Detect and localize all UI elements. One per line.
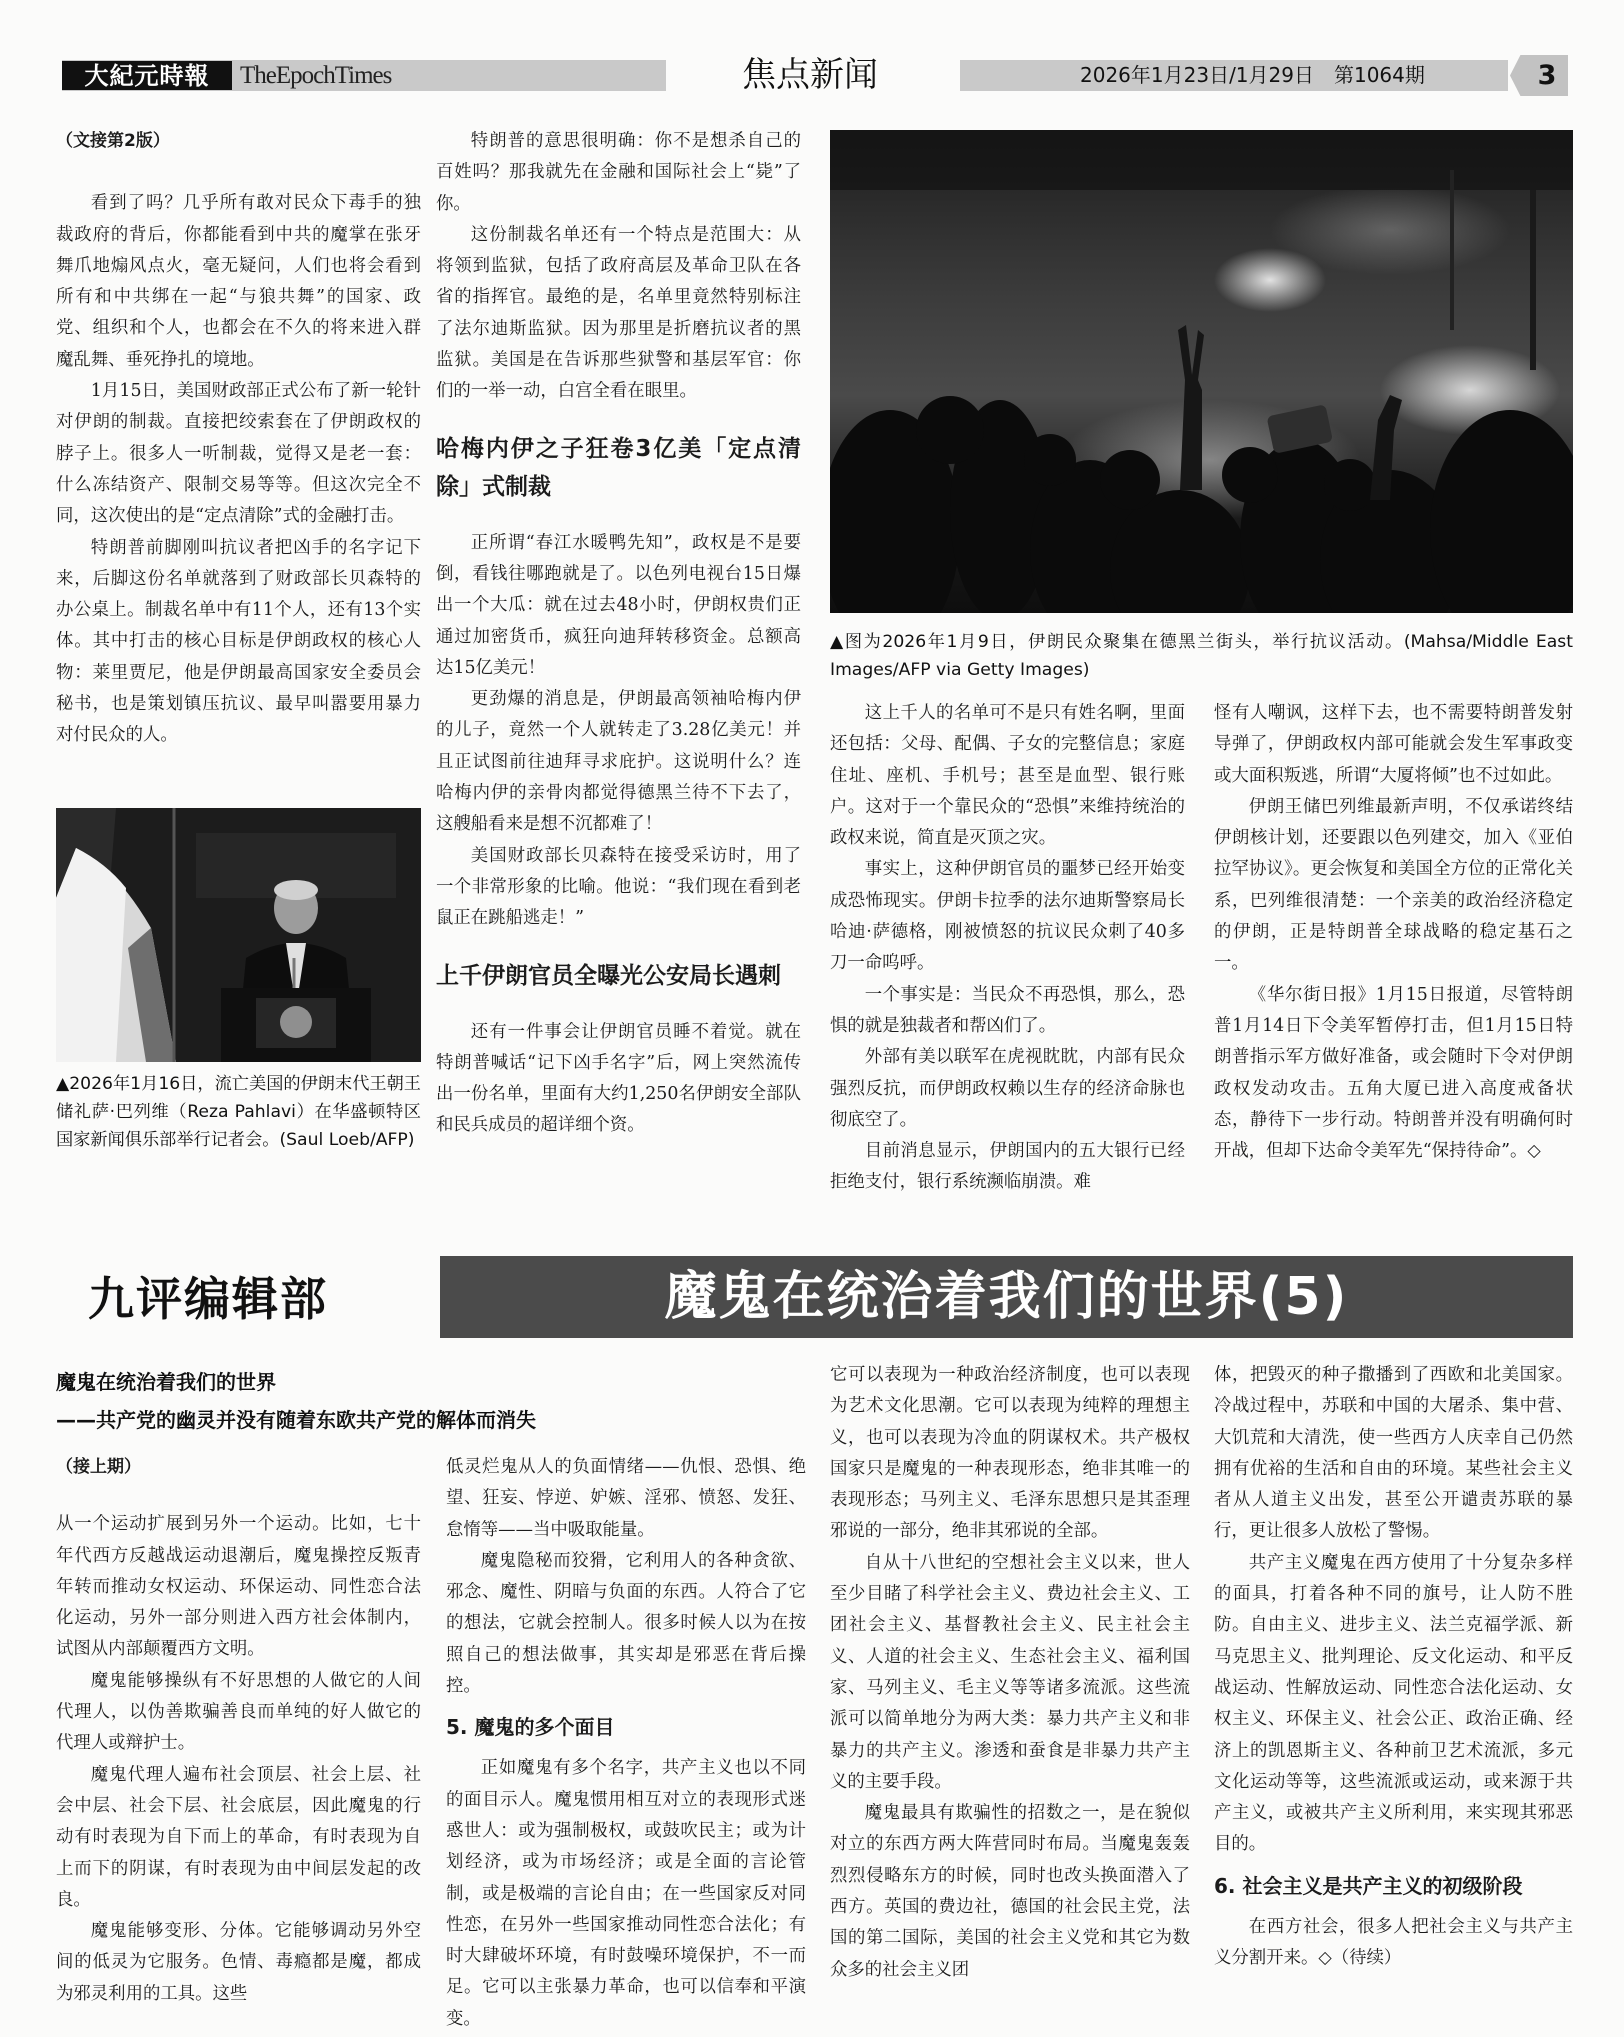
article1-column-3 — [830, 698, 1185, 1199]
paragraph: 魔鬼隐秘而狡猾，它利用人的各种贪欲、邪念、魔性、阴暗与负面的东西。人符合了它的想法，它就会控制人。很多时候人以为在按照自己的想法做事，其实却是邪恶在背后操控。 — [446, 1550, 806, 1697]
paragraph: 它可以表现为一种政治经济制度，也可以表现为艺术文化思潮。它可以表现为纯粹的理想主义，也可以表现为冷血的阴谋权术。共产极权国家只是魔鬼的一种表现形态，绝非其唯一的表现形态；马列主义、毛泽东思想只是其歪理邪说的一部分，绝非其邪说的全部。 — [830, 1365, 1190, 1542]
paragraph: 怪有人嘲讽，这样下去，也不需要特朗普发射导弹了，伊朗政权内部可能就会发生军事政变或大面积叛逃，所谓“大厦将倾”也不过如此。 — [1214, 703, 1573, 786]
paragraph: 事实上，这种伊朗官员的噩梦已经开始变成恐怖现实。伊朗卡拉季的法尔迪斯警察局长哈迪·萨德格，刚被愤怒的抗议民众刺了40多刀一命呜呼。 — [830, 859, 1185, 974]
paragraph: 一个事实是：当民众不再恐惧，那么，恐惧的就是独裁者和帮凶们了。 — [830, 984, 1185, 1036]
paragraph: 还有一件事会让伊朗官员睡不着觉。就在特朗普喊话“记下凶手名字”后，网上突然流传出一份名单，里面有大约1,250名伊朗安全部队和民兵成员的超详细个资。 — [436, 1021, 801, 1136]
paragraph: 魔鬼能够变形、分体。它能够调动另外空间的低灵为它服务。色情、毒瘾都是魔，都成为邪灵利用的工具。这些 — [56, 1921, 421, 2004]
continued-note: （接上期） — [56, 1457, 141, 1477]
subheading-hamenei-son: 哈梅内伊之子狂卷3亿美「定点清除」式制裁 — [436, 435, 801, 500]
series-subheading-2: ——共产党的幽灵并没有随着东欧共产党的解体而消失 — [56, 1408, 536, 1432]
article1-column-4 — [1214, 698, 1573, 1167]
paragraph: 在西方社会，很多人把社会主义与共产主义分割开来。◇（待续） — [1214, 1916, 1573, 1969]
nine-commentaries-brand: 九评编辑部 — [88, 1272, 328, 1326]
paragraph: 这份制裁名单还有一个特点是范围大：从将领到监狱，包括了政府高层及革命卫队在各省的指挥官。最绝的是，名单里竟然特别标注了法尔迪斯监狱。因为那里是折磨抗议者的黑监狱。美国是在告诉那些狱警和基层军官：你们的一举一动，白宫全看在眼里。 — [436, 224, 801, 402]
subheading-officials-exposed: 上千伊朗官员全曝光公安局长遇刺 — [436, 962, 781, 989]
article1-column-1 — [56, 126, 421, 752]
series-title: 魔鬼在统治着我们的世界(5) — [664, 1267, 1349, 1327]
paragraph: 魔鬼能够操纵有不好思想的人做它的人间代理人，以伪善欺骗善良而单纯的好人做它的代理人或辩护士。 — [56, 1670, 421, 1754]
section-title: 焦点新闻 — [742, 55, 878, 95]
paragraph: 伊朗王储巴列维最新声明，不仅承诺终结伊朗核计划，还要跟以色列建交，加入《亚伯拉罕协议》。更会恢复和美国全方位的正常化关系，巴列维很清楚：一个亲美的政治经济稳定的伊朗，正是特朗普全球战略的稳定基石之一。 — [1214, 796, 1573, 974]
paragraph: 看到了吗？几乎所有敢对民众下毒手的独裁政府的背后，你都能看到中共的魔掌在张牙舞爪地煽风点火，毫无疑问，人们也将会看到所有和中共绑在一起“与狼共舞”的国家、政党、组织和个人，也都会在不久的将来进入群魔乱舞、垂死挣扎的境地。 — [56, 193, 421, 370]
subheading-many-faces: 5. 魔鬼的多个面目 — [446, 1715, 615, 1740]
issue-dateline: 2026年1月23日/1月29日 第1064期 — [1080, 63, 1425, 87]
paragraph: 正所谓“春江水暖鸭先知”，政权是不是要倒，看钱往哪跑就是了。以色列电视台15日爆出一个大瓜：就在过去48小时，伊朗权贵们正通过加密货币，疯狂向迪拜转移资金。总额高达15亿美元！ — [436, 532, 801, 678]
paragraph: 特朗普前脚刚叫抗议者把凶手的名字记下来，后脚这份名单就落到了财政部长贝森特的办公桌上。制裁名单中有11个人，还有13个实体。其中打击的核心目标是伊朗政权的核心人物：莱里贾尼，他是伊朗最高国家安全委员会秘书，也是策划镇压抗议、最早叫嚣要用暴力对付民众的人。 — [56, 537, 421, 746]
series-column-3 — [830, 1360, 1190, 1986]
photo-caption-main: ▲图为2026年1月9日，伊朗民众聚集在德黑兰街头，举行抗议活动。(Mahsa/Middle East Images/AFP via Getty Images) — [830, 632, 1573, 680]
paragraph: 外部有美以联军在虎视眈眈，内部有民众强烈反抗，而伊朗政权赖以生存的经济命脉也彻底空了。 — [830, 1047, 1185, 1130]
photo-tehran-protest — [830, 130, 1573, 613]
series-column-2 — [446, 1452, 806, 2035]
series-column-4 — [1214, 1360, 1573, 1974]
paragraph: 正如魔鬼有多个名字，共产主义也以不同的面目示人。魔鬼惯用相互对立的表现形式迷惑世人：或为强制极权，或鼓吹民主；或为计划经济，或为市场经济；或是全面的言论管制，或是极端的言论自由；在一些国家反对同性恋，在另外一些国家推动同性恋合法化；有时大肆破坏环境，有时鼓噪环境保护，不一而足。它可以主张暴力革命，也可以信奉和平演变。 — [446, 1758, 806, 2029]
masthead-logo-english: TheEpochTimes — [240, 62, 392, 89]
paragraph: 特朗普的意思很明确：你不是想杀自己的百姓吗？那我就先在金融和国际社会上“毙”了你。 — [436, 131, 801, 214]
paragraph: 魔鬼最具有欺骗性的招数之一，是在貌似对立的东西方两大阵营同时布局。当魔鬼轰轰烈烈侵略东方的时候，同时也改头换面潜入了西方。英国的费边社，德国的社会民主党，法国的第二国际，美国的社会主义党和其它为数众多的社会主义团 — [830, 1803, 1190, 1980]
paragraph: 1月15日，美国财政部正式公布了新一轮针对伊朗的制裁。直接把绞索套在了伊朗政权的脖子上。很多人一听制裁，觉得又是老一套：什么冻结资产、限制交易等等。但这次完全不同，这次使出的是“定点清除”式的金融打击。 — [56, 381, 421, 527]
photo-caption-small: ▲2026年1月16日，流亡美国的伊朗末代王朝王储礼萨·巴列维（Reza Pahlavi）在华盛顿特区国家新闻俱乐部举行记者会。(Saul Loeb/AFP) — [56, 1074, 421, 1150]
subheading-socialism-stage: 6. 社会主义是共产主义的初级阶段 — [1214, 1873, 1523, 1898]
paragraph: 《华尔街日报》1月15日报道，尽管特朗普1月14日下令美军暂停打击，但1月15日特朗普指示军方做好准备，或会随时下令对伊朗政权发动攻击。五角大厦已进入高度戒备状态，静待下一步行动。特朗普并没有明确何时开战，但却下达命令美军先“保持待命”。◇ — [1214, 984, 1573, 1162]
masthead-logo-chinese: 大紀元時報 — [62, 61, 232, 90]
paragraph: 从一个运动扩展到另外一个运动。比如，七十年代西方反越战运动退潮后，魔鬼操控反叛青年转而推动女权运动、环保运动、同性恋合法化运动，另外一部分则进入西方社会体制内，试图从内部颠覆西方文明。 — [56, 1514, 421, 1660]
photo-illustration — [56, 808, 421, 1062]
paragraph: 更劲爆的消息是，伊朗最高领袖哈梅内伊的儿子，竟然一个人就转走了3.28亿美元！并且正试图前往迪拜寻求庇护。这说明什么？连哈梅内伊的亲骨肉都觉得德黑兰待不下去了，这艘船看来是想不沉都难了！ — [436, 689, 801, 835]
series-subheading: 魔鬼在统治着我们的世界 — [56, 1370, 276, 1394]
paragraph: 美国财政部长贝森特在接受采访时，用了一个非常形象的比喻。他说：“我们现在看到老鼠正在跳船逃走！” — [436, 845, 801, 929]
paragraph: 自从十八世纪的空想社会主义以来，世人至少目睹了科学社会主义、费边社会主义、工团社会主义、基督教社会主义、民主社会主义、人道的社会主义、生态社会主义、福利国家、马列主义、毛主义等等诸多流派。这些流派可以简单地分为两大类：暴力共产主义和非暴力的共产主义。渗透和蚕食是非暴力共产主义的主要手段。 — [830, 1552, 1190, 1792]
page-number: 3 — [1537, 60, 1557, 91]
paragraph: 目前消息显示，伊朗国内的五大银行已经拒绝支付，银行系统濒临崩溃。难 — [830, 1141, 1185, 1193]
paragraph: 低灵烂鬼从人的负面情绪——仇恨、恐惧、绝望、狂妄、悖逆、妒嫉、淫邪、愤怒、发狂、怠惰等——当中吸取能量。 — [446, 1457, 806, 1540]
series-column-1 — [56, 1452, 421, 2010]
continued-note: （文接第2版） — [56, 131, 170, 151]
photo-pahlavi-press-conference — [56, 808, 421, 1062]
paragraph: 共产主义魔鬼在西方使用了十分复杂多样的面具，打着各种不同的旗号，让人防不胜防。自由主义、进步主义、法兰克福学派、新马克思主义、批判理论、反文化运动、和平反战运动、性解放运动、同性恋合法化运动、女权主义、环保主义、社会公正、政治正确、经济上的凯恩斯主义、各种前卫艺术流派，多元文化运动等等，这些流派或运动，或来源于共产主义，或被共产主义所利用，来实现其邪恶目的。 — [1214, 1552, 1573, 1855]
paragraph: 魔鬼代理人遍布社会顶层、社会上层、社会中层、社会下层、社会底层，因此魔鬼的行动有时表现为自下而上的革命，有时表现为自上而下的阴谋，有时表现为由中间层发起的改良。 — [56, 1764, 421, 1910]
photo-illustration — [830, 130, 1573, 613]
article1-column-2 — [436, 126, 801, 1142]
paragraph: 这上千人的名单可不是只有姓名啊，里面还包括：父母、配偶、子女的完整信息；家庭住址、座机、手机号；甚至是血型、银行账户。这对于一个靠民众的“恐惧”来维持统治的政权来说，简直是灭顶之灾。 — [830, 703, 1185, 849]
paragraph: 体，把毁灭的种子撒播到了西欧和北美国家。冷战过程中，苏联和中国的大屠杀、集中营、大饥荒和大清洗，使一些西方人庆幸自己仍然拥有优裕的生活和自由的环境。某些社会主义者从人道主义出发，甚至公开谴责苏联的暴行，更让很多人放松了警惕。 — [1214, 1365, 1573, 1542]
